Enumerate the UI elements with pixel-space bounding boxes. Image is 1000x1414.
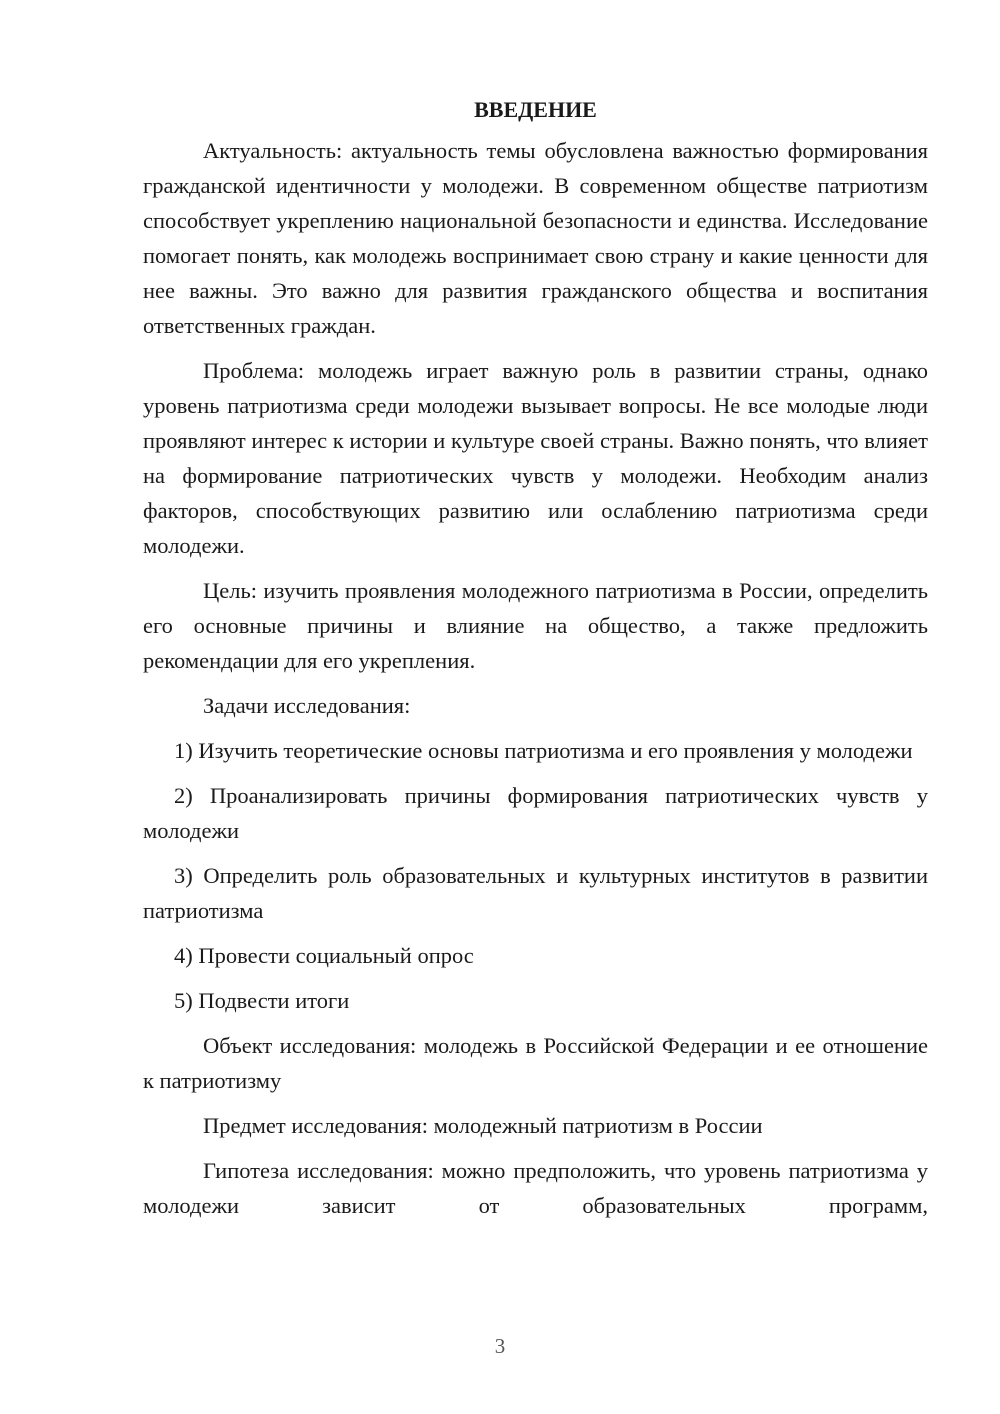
paragraph-actuality: Актуальность: актуальность темы обусловлена важностью формирования гражданской идентичности у молодежи. В современном обществе патриотизм способствует укреплению национальной безопасности и единства. Исследование помогает понять, как молодежь воспринимает свою страну и какие ценности для нее важны. Это важно для развития гражданского общества и воспитания ответственных граждан. [143, 138, 928, 338]
paragraph-goal: Цель: изучить проявления молодежного патриотизма в России, определить его основные причины и влияние на общество, а также предложить рекомендации для его укрепления. [143, 578, 928, 673]
paragraph-object: Объект исследования: молодежь в Российской Федерации и ее отношение к патриотизму [143, 1033, 928, 1093]
task-item: 2) Проанализировать причины формирования патриотических чувств у молодежи [143, 783, 928, 843]
paragraph-subject: Предмет исследования: молодежный патриотизм в России [203, 1113, 763, 1138]
paragraph-hypothesis: Гипотеза исследования: можно предположить, что уровень патриотизма у молодежи зависит от образовательных программ, [143, 1158, 928, 1218]
paragraph-problem: Проблема: молодежь играет важную роль в развитии страны, однако уровень патриотизма среди молодежи вызывает вопросы. Не все молодые люди проявляют интерес к истории и культуре своей страны. Важно понять, что влияет на формирование патриотических чувств у молодежи. Необходим анализ факторов, способствующих развитию или ослаблению патриотизма среди молодежи. [143, 358, 928, 558]
page-number: 3 [494, 1334, 506, 1358]
task-item: 5) Подвести итоги [174, 988, 350, 1013]
task-item: 4) Провести социальный опрос [174, 943, 474, 968]
tasks-heading: Задачи исследования: [203, 693, 411, 718]
section-title: ВВЕДЕНИЕ [474, 97, 597, 122]
task-item: 3) Определить роль образовательных и культурных институтов в развитии патриотизма [143, 863, 928, 923]
document-page [143, 92, 928, 1233]
task-item: 1) Изучить теоретические основы патриотизма и его проявления у молодежи [174, 738, 913, 763]
